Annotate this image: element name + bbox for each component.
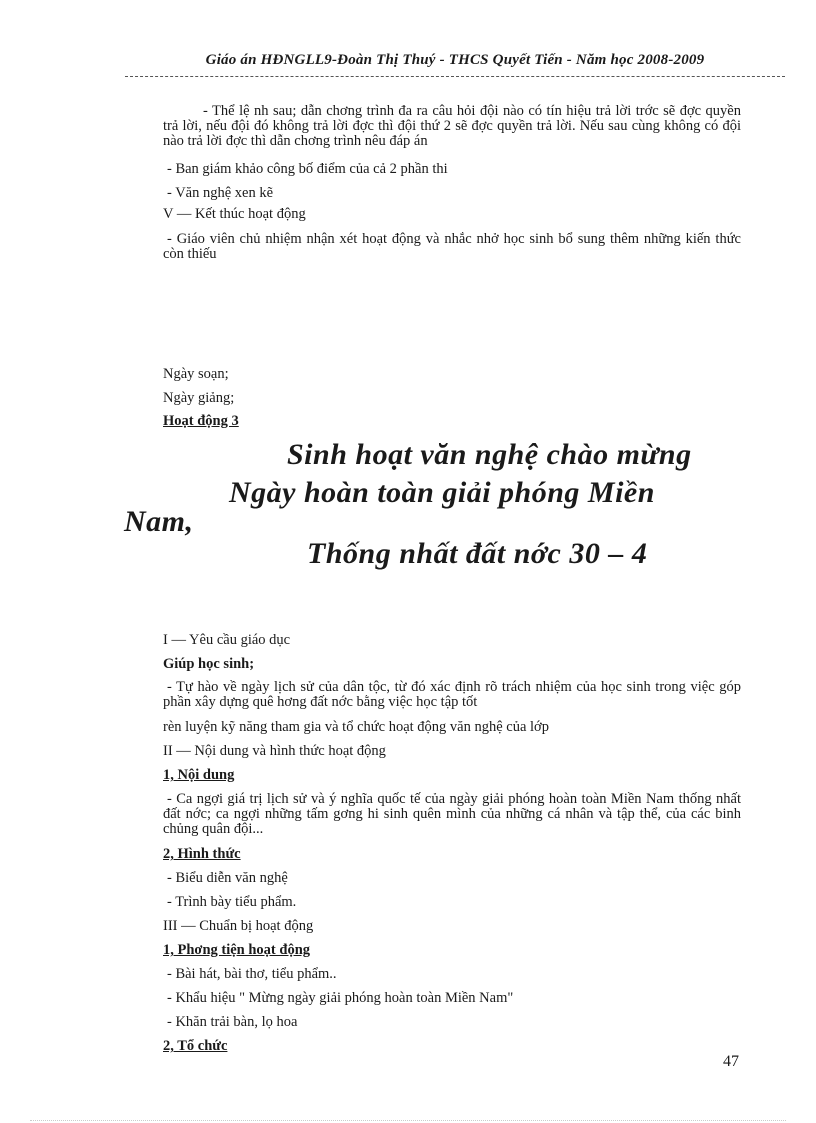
page-header: Giáo án HĐNGLL9-Đoàn Thị Thuý - THCS Quyết Tiến - Năm học 2008-2009 — [205, 52, 705, 68]
organize-heading: 2, Tổ chức — [163, 1038, 228, 1054]
slogan-item: - Khẩu hiệu " Mừng ngày giải phóng hoàn toàn Miền Nam" — [167, 990, 514, 1006]
section-ii-heading: II — Nội dung và hình thức hoạt động — [163, 743, 386, 759]
pride-paragraph: - Tự hào về ngày lịch sử của dân tộc, từ đó xác định rõ trách nhiệm của học sinh trong việc góp phần xây dựng quê hơng đất nớc bằng việc học tập tốt — [163, 679, 741, 710]
perform-item: - Biểu diễn văn nghệ — [167, 870, 288, 886]
section-i-heading: I — Yêu cầu giáo dục — [163, 632, 291, 648]
skills-paragraph: rèn luyện kỹ năng tham gia và tổ chức hoạt động văn nghệ của lớp — [163, 719, 549, 735]
title-line-2: Ngày hoàn toàn giải phóng Miền — [229, 476, 655, 509]
page-number: 47 — [723, 1053, 739, 1070]
section-iii-heading: III — Chuẩn bị hoạt động — [163, 918, 314, 934]
means-heading: 1, Phơng tiện hoạt động — [163, 942, 311, 958]
rules-paragraph: - Thể lệ nh sau; dẫn chơng trình đa ra câu hỏi đội nào có tín hiệu trả lời trớc sẽ đợc quyền trả lời, nếu đội đó không trả lời đợc thì đội thứ 2 sẽ đợc quyền trả lời. Nếu sau cùng không có đội nào trả lời đợc thì dẫn chơng trình nêu đáp án — [163, 103, 741, 149]
title-line-1: Sinh hoạt văn nghệ chào mừng — [287, 438, 692, 471]
title-line-4: Thống nhất đất nớc 30 – 4 — [307, 537, 648, 570]
students-heading: Giúp học sinh; — [163, 656, 255, 672]
title-line-3: Nam, — [124, 505, 194, 538]
prep-date: Ngày soạn; — [163, 366, 229, 382]
form-heading: 2, Hình thức — [163, 846, 241, 862]
header-divider — [125, 76, 785, 77]
teacher-paragraph: - Giáo viên chủ nhiệm nhận xét hoạt động và nhắc nhở học sinh bổ sung thêm những kiến thức còn thiếu — [163, 231, 741, 262]
skit-item: - Trình bày tiểu phẩm. — [167, 894, 297, 910]
activity-label: Hoạt động 3 — [163, 413, 239, 429]
content-heading: 1, Nội dung — [163, 767, 235, 783]
judges-paragraph: - Ban giám khảo công bố điểm của cả 2 phần thi — [167, 161, 448, 177]
teach-date: Ngày giảng; — [163, 390, 235, 406]
section-v-heading: V — Kết thúc hoạt động — [163, 206, 306, 222]
songs-item: - Bài hát, bài thơ, tiểu phẩm.. — [167, 966, 337, 982]
praise-paragraph: - Ca ngợi giá trị lịch sử và ý nghĩa quốc tế của ngày giải phóng hoàn toàn Miền Nam thống nhất đất nớc; ca ngợi những tấm gơng hi sinh quên mình của những cá nhân và tập thể, của các binh chủng quân đội... — [163, 791, 741, 837]
tablecloth-item: - Khăn trải bàn, lọ hoa — [167, 1014, 298, 1030]
performance-paragraph: - Văn nghệ xen kẽ — [167, 185, 274, 201]
footer-divider — [30, 1120, 786, 1121]
